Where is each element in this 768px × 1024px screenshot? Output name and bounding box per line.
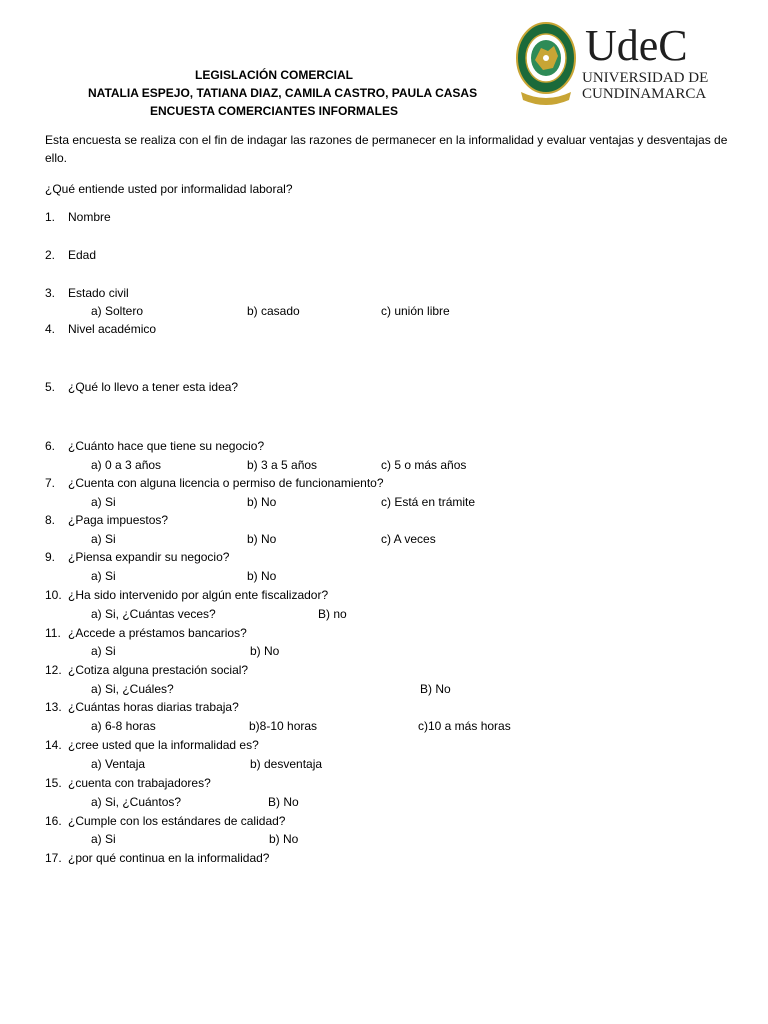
- brand-line-2: CUNDINAMARCA: [582, 86, 707, 102]
- answer-option: a) Si, ¿Cuántas veces?: [91, 607, 216, 621]
- answer-option: a) Si, ¿Cuántos?: [91, 795, 182, 809]
- answer-option: a) Ventaja: [91, 757, 146, 771]
- question-text: ¿Cuántas horas diarias trabaja?: [68, 700, 239, 714]
- question-text: ¿cuenta con trabajadores?: [68, 776, 211, 790]
- question-number: 3.: [45, 286, 56, 300]
- brand-line-1: UNIVERSIDAD DE: [582, 70, 709, 86]
- answer-option: a) 6-8 horas: [91, 719, 156, 733]
- question-text: ¿Cumple con los estándares de calidad?: [68, 814, 286, 828]
- question-number: 6.: [45, 439, 56, 453]
- question-text: ¿Cuánto hace que tiene su negocio?: [68, 439, 265, 453]
- answer-option: b) No: [250, 644, 280, 658]
- answer-option: a) Si: [91, 832, 116, 846]
- question-text: ¿Paga impuestos?: [68, 513, 169, 527]
- question-text: ¿Cuenta con alguna licencia o permiso de funcionamiento?: [68, 476, 384, 490]
- answer-option: c) Está en trámite: [381, 495, 476, 509]
- answer-option: a) 0 a 3 años: [91, 458, 162, 472]
- answer-option: b) No: [247, 532, 277, 546]
- university-seal-icon: [515, 20, 577, 108]
- university-logo: [515, 20, 710, 112]
- question-number: 14.: [45, 738, 62, 752]
- answer-option: c) 5 o más años: [381, 458, 467, 472]
- brand-mark: UdeC: [585, 21, 688, 70]
- answer-option: a) Si: [91, 569, 116, 583]
- question-number: 15.: [45, 776, 62, 790]
- answer-option: a) Soltero: [91, 304, 144, 318]
- question-text: Estado civil: [68, 286, 129, 300]
- answer-option: b) casado: [247, 304, 300, 318]
- question-number: 16.: [45, 814, 62, 828]
- survey-title: ENCUESTA COMERCIANTES INFORMALES: [149, 104, 398, 118]
- opening-question: ¿Qué entiende usted por informalidad laboral?: [45, 182, 293, 196]
- answer-option: b) 3 a 5 años: [247, 458, 318, 472]
- question-number: 17.: [45, 851, 62, 865]
- authors-line: NATALIA ESPEJO, TATIANA DIAZ, CAMILA CASTRO, PAULA CASAS: [88, 86, 478, 100]
- course-title: LEGISLACIÓN COMERCIAL: [195, 68, 353, 82]
- question-number: 1.: [45, 210, 56, 224]
- answer-option: a) Si, ¿Cuáles?: [91, 682, 174, 696]
- question-text: ¿Qué lo llevo a tener esta idea?: [68, 380, 239, 394]
- question-number: 8.: [45, 513, 56, 527]
- question-number: 11.: [45, 626, 61, 640]
- answer-option: B) No: [420, 682, 451, 696]
- intro-paragraph: Esta encuesta se realiza con el fin de indagar las razones de permanecer en la informalidad y evaluar ventajas y desventajas de ello.: [45, 133, 728, 165]
- question-text: Edad: [68, 248, 97, 262]
- answer-option: b)8-10 horas: [249, 719, 318, 733]
- question-number: 10.: [45, 588, 62, 602]
- answer-option: a) Si: [91, 644, 116, 658]
- question-text: ¿por qué continua en la informalidad?: [68, 851, 270, 865]
- answer-option: c)10 a más horas: [418, 719, 511, 733]
- question-number: 12.: [45, 663, 62, 677]
- question-number: 2.: [45, 248, 56, 262]
- answer-option: a) Si: [91, 532, 116, 546]
- answer-option: c) A veces: [381, 532, 436, 546]
- answer-option: b) desventaja: [250, 757, 323, 771]
- question-text: ¿Piensa expandir su negocio?: [68, 550, 230, 564]
- question-text: ¿Cotiza alguna prestación social?: [68, 663, 249, 677]
- answer-option: B) no: [318, 607, 347, 621]
- question-number: 13.: [45, 700, 62, 714]
- question-number: 4.: [45, 322, 56, 336]
- question-number: 5.: [45, 380, 56, 394]
- question-text: ¿Accede a préstamos bancarios?: [68, 626, 247, 640]
- question-number: 9.: [45, 550, 56, 564]
- answer-option: b) No: [247, 569, 277, 583]
- question-text: ¿cree usted que la informalidad es?: [68, 738, 259, 752]
- question-text: Nombre: [68, 210, 111, 224]
- question-text: ¿Ha sido intervenido por algún ente fiscalizador?: [68, 588, 329, 602]
- answer-option: a) Si: [91, 495, 116, 509]
- question-text: Nivel académico: [68, 322, 157, 336]
- answer-option: b) No: [247, 495, 277, 509]
- answer-option: B) No: [268, 795, 299, 809]
- answer-option: b) No: [269, 832, 299, 846]
- question-number: 7.: [45, 476, 56, 490]
- answer-option: c) unión libre: [381, 304, 450, 318]
